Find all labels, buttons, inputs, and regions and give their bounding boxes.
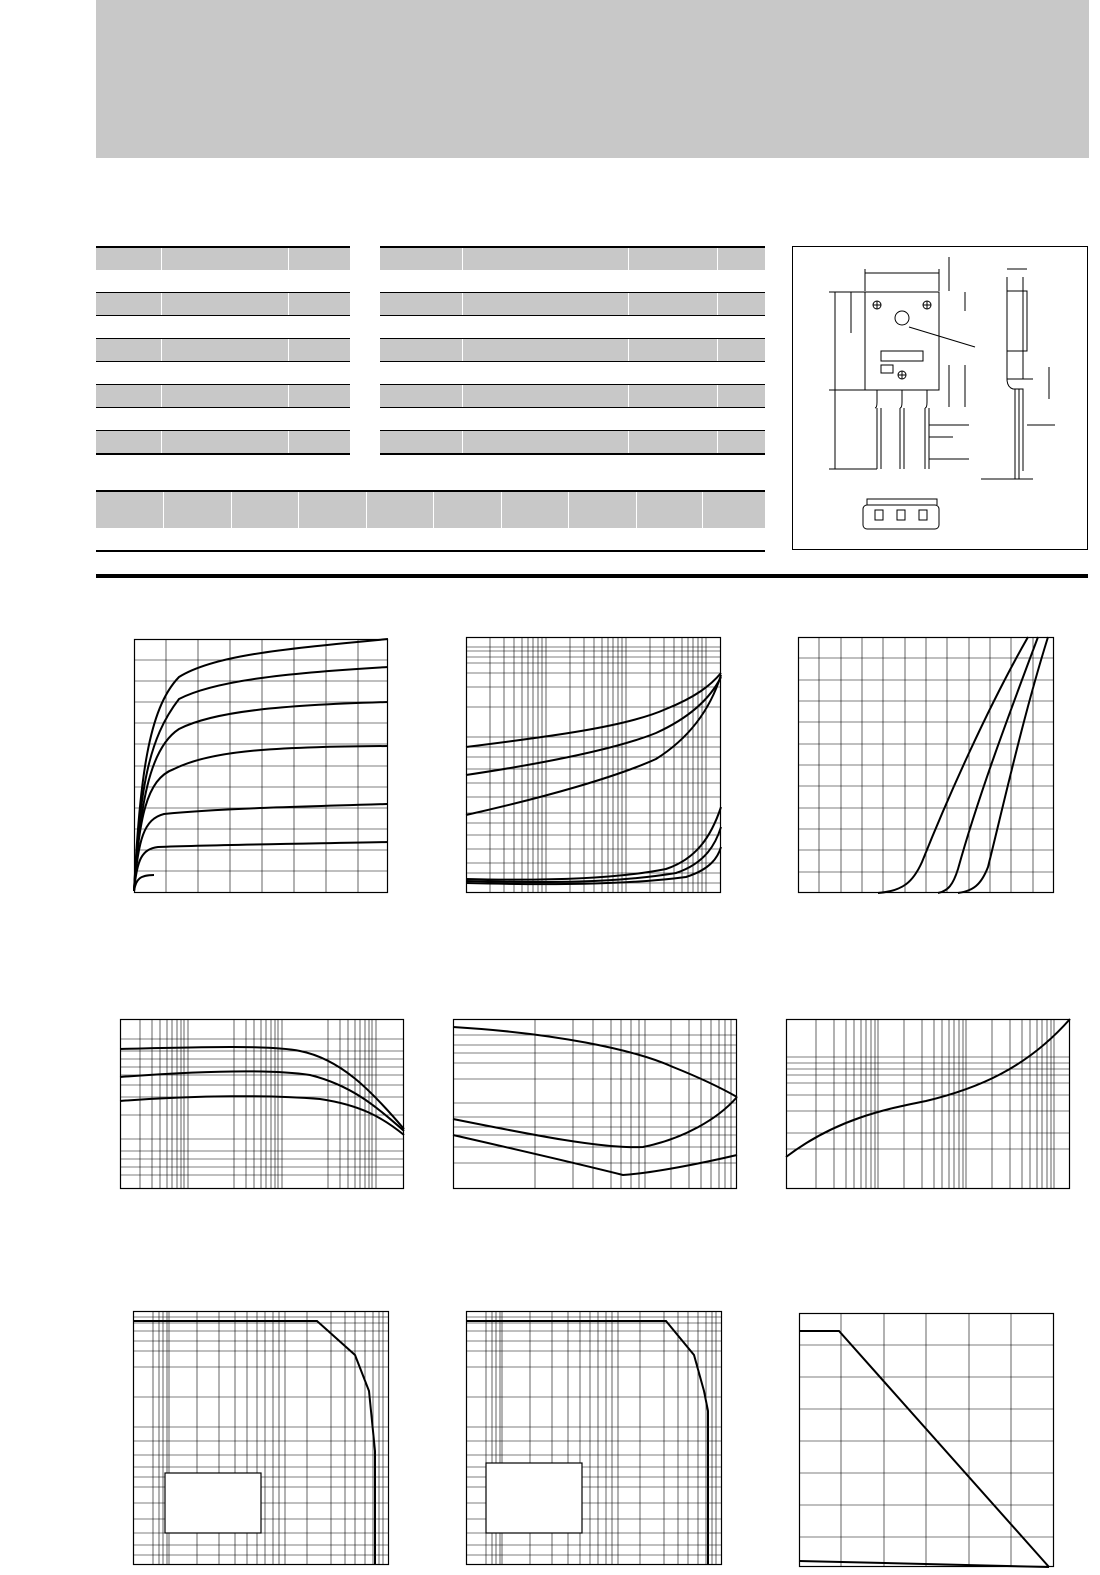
package-outline-box [792,246,1088,550]
plot-safe-operating-area-2 [466,1311,722,1565]
section-divider [96,574,1088,578]
characteristics-table [380,246,765,455]
header-band [96,0,1089,158]
hfe-rank-table [96,490,765,552]
plot-vcesat-ic [453,1019,737,1189]
plot-hfe-temperature [120,1019,404,1189]
plot-ic-vce [134,639,388,893]
plot-thermal-resistance [786,1019,1070,1189]
ratings-table [96,246,350,455]
plot-ic-vbe [798,637,1054,893]
plot-hfe-ic [466,637,721,893]
plot-safe-operating-area-1 [133,1311,389,1565]
package-outline-icon [793,247,1087,549]
plot-power-derating [799,1313,1054,1567]
